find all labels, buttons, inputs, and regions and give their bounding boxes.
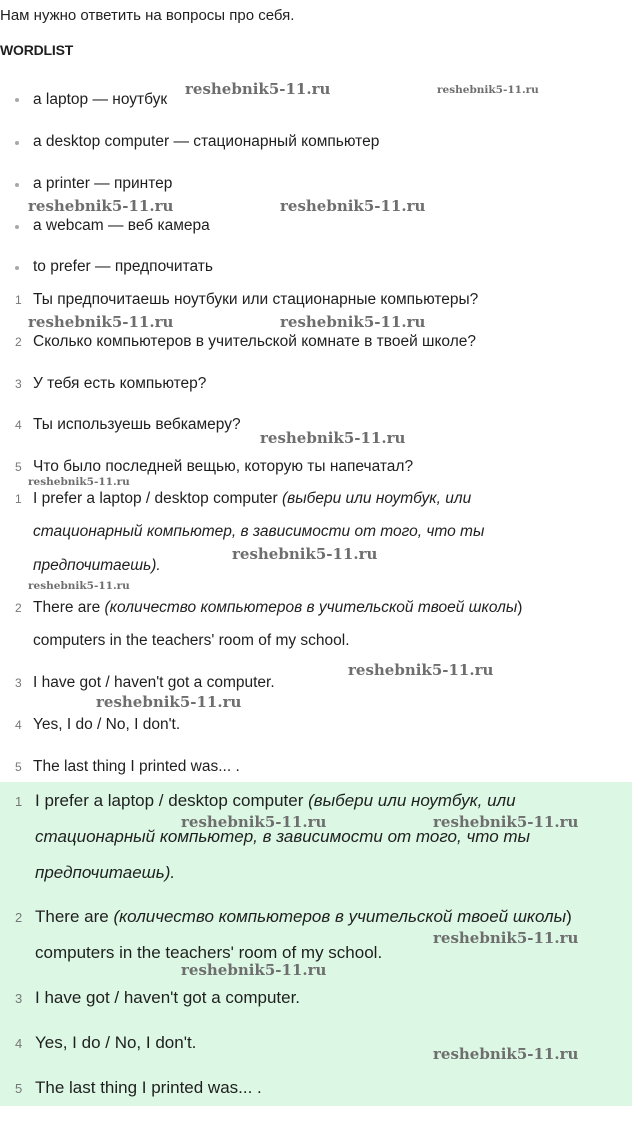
watermark: reshebnik5-11.ru — [348, 661, 494, 679]
answer-2-line-2: computers in the teachers' room of my school. — [33, 632, 350, 649]
watermark: reshebnik5-11.ru — [280, 197, 426, 215]
watermark: reshebnik5-11.ru — [437, 84, 539, 96]
answer-number: 5 — [15, 1081, 23, 1096]
wordlist-title: WORDLIST — [0, 42, 74, 58]
bullet-icon — [15, 98, 19, 102]
question: У тебя есть компьютер? — [33, 375, 207, 392]
answer-number: 4 — [15, 1036, 23, 1051]
watermark: reshebnik5-11.ru — [28, 476, 130, 488]
watermark: reshebnik5-11.ru — [260, 429, 406, 447]
answer-1-text: I prefer a laptop / desktop computer — [35, 791, 304, 810]
question: Сколько компьютеров в учительской комнате в твоей школе? — [33, 333, 476, 350]
answer-1-hint-line-3: предпочитаешь). — [35, 863, 176, 882]
wordlist-item: a webcam — веб камера — [33, 217, 210, 234]
watermark: reshebnik5-11.ru — [433, 813, 579, 831]
answer-number: 3 — [15, 676, 22, 690]
question-number: 5 — [15, 460, 22, 474]
bullet-icon — [15, 141, 19, 145]
wordlist-item: a printer — принтер — [33, 175, 173, 192]
answer-4: Yes, I do / No, I don't. — [33, 716, 181, 733]
answer-number: 1 — [15, 492, 22, 506]
answer-4: Yes, I do / No, I don't. — [35, 1033, 197, 1052]
answer-2-text: There are — [33, 599, 101, 616]
question-number: 3 — [15, 377, 22, 391]
question: Ты предпочитаешь ноутбуки или стационарные компьютеры? — [33, 291, 479, 308]
watermark: reshebnik5-11.ru — [28, 313, 174, 331]
watermark: reshebnik5-11.ru — [433, 929, 579, 947]
answer-2-line-2: computers in the teachers' room of my school. — [35, 943, 383, 962]
watermark: reshebnik5-11.ru — [433, 1045, 579, 1063]
answer-number: 4 — [15, 718, 22, 732]
answer-number: 1 — [15, 794, 23, 809]
question: Что было последней вещью, которую ты напечатал? — [33, 458, 414, 475]
answer-number: 3 — [15, 991, 23, 1006]
watermark: reshebnik5-11.ru — [28, 580, 130, 592]
answer-1-text: I prefer a laptop / desktop computer — [33, 490, 278, 507]
answer-2-hint: (количество компьютеров в учительской твоей школы — [113, 907, 567, 926]
answer-number: 2 — [15, 601, 22, 615]
bullet-icon — [15, 225, 19, 229]
wordlist-item: a desktop computer — стационарный компьютер — [33, 133, 380, 150]
answer-2-paren: ) — [517, 599, 523, 616]
intro-text: Нам нужно ответить на вопросы про себя. — [0, 7, 295, 24]
question-number: 2 — [15, 335, 22, 349]
watermark: reshebnik5-11.ru — [280, 313, 426, 331]
answer-1-hint-line-2: стационарный компьютер, в зависимости от того, что ты — [35, 827, 531, 846]
answer-1-hint: (выбери или ноутбук, или — [308, 791, 516, 810]
watermark: reshebnik5-11.ru — [181, 961, 327, 979]
bullet-icon — [15, 266, 19, 270]
question-number: 1 — [15, 293, 22, 307]
answer-2-paren: ) — [566, 907, 572, 926]
wordlist-item: a laptop — ноутбук — [33, 91, 168, 108]
question-number: 4 — [15, 418, 22, 432]
watermark: reshebnik5-11.ru — [232, 545, 378, 563]
answer-1-line-1 — [35, 791, 516, 811]
answer-2-line-1 — [35, 907, 572, 927]
answer-3: I have got / haven't got a computer. — [35, 988, 301, 1007]
question: Ты используешь вебкамеру? — [33, 416, 241, 433]
answer-1-hint-line-3: предпочитаешь). — [33, 557, 161, 574]
answer-1-line-1 — [33, 490, 471, 508]
answer-1-hint: (выбери или ноутбук, или — [282, 490, 472, 507]
answer-5: The last thing I printed was... . — [33, 758, 240, 775]
watermark: reshebnik5-11.ru — [28, 197, 174, 215]
answer-2-line-1 — [33, 599, 522, 617]
wordlist-item: to prefer — предпочитать — [33, 258, 213, 275]
answer-5: The last thing I printed was... . — [35, 1078, 262, 1097]
answer-1-hint-line-2: стационарный компьютер, в зависимости от того, что ты — [33, 523, 485, 540]
answer-2-hint: (количество компьютеров в учительской твоей школы — [104, 599, 518, 616]
answer-2-text: There are — [35, 907, 109, 926]
watermark: reshebnik5-11.ru — [185, 80, 331, 98]
watermark: reshebnik5-11.ru — [96, 693, 242, 711]
answer-3: I have got / haven't got a computer. — [33, 674, 275, 691]
watermark: reshebnik5-11.ru — [181, 813, 327, 831]
bullet-icon — [15, 183, 19, 187]
answer-number: 2 — [15, 910, 23, 925]
answer-number: 5 — [15, 760, 22, 774]
